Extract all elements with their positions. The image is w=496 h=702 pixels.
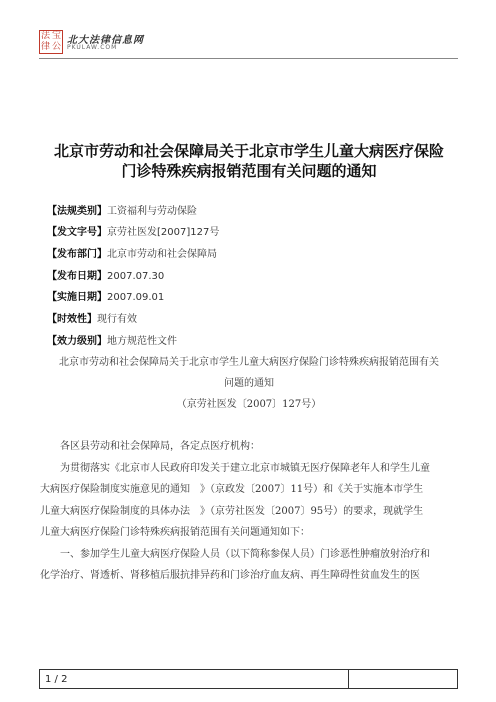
document-title <box>40 141 458 181</box>
meta-validity <box>47 313 137 327</box>
page-footer <box>39 669 458 689</box>
meta-value: 工资福利与劳动保险 <box>107 206 197 217</box>
meta-doc-number <box>47 226 219 240</box>
meta-value: 2007.07.30 <box>107 271 165 282</box>
meta-issuer <box>47 248 217 262</box>
body-line: 化学治疗、肾透析、肾移植后服抗排异药和门诊治疗血友病、再生障碍性贫血发生的医 <box>40 570 420 581</box>
pkulaw-logo <box>39 30 63 54</box>
doc-title-line: 北京市劳动和社会保障局关于北京市学生儿童大病医疗保险门诊特殊疾病报销范围有关 <box>59 357 439 368</box>
meta-value: 北京市劳动和社会保障局 <box>107 249 217 260</box>
meta-value: 现行有效 <box>97 314 137 325</box>
logo-char: 律 <box>40 42 50 52</box>
meta-publish-date <box>47 270 164 284</box>
meta-value: 2007.09.01 <box>107 292 165 303</box>
brand-name: 北大法律信息网 <box>67 35 144 46</box>
body-line: 一、参加学生儿童大病医疗保险人员（以下简称参保人员）门诊恶性肿瘤放射治疗和 <box>60 549 430 560</box>
body-line: 大病医疗保险制度实施意见的通知 》（京政发〔2007〕11号）和《关于实施本市学生 <box>40 484 424 495</box>
meta-category <box>47 205 197 219</box>
body-line: 儿童大病医疗保险制度的具体办法 》（京劳社医发〔2007〕95号）的要求，现就学生 <box>40 506 424 517</box>
header-rule <box>39 58 458 59</box>
body-line: 儿童大病医疗保险门诊特殊疾病报销范围有关问题通知如下： <box>40 527 310 538</box>
brand-url: PKULAW.COM <box>67 44 118 51</box>
title-line: 北京市劳动和社会保障局关于北京市学生儿童大病医疗保险 <box>53 142 444 160</box>
title-line: 门诊特殊疾病报销范围有关问题的通知 <box>121 162 377 180</box>
logo-char: 公 <box>51 42 61 52</box>
meta-key: 【发文字号】 <box>47 227 107 238</box>
meta-value: 京劳社医发[2007]127号 <box>107 227 220 238</box>
meta-key: 【发布部门】 <box>47 249 107 260</box>
meta-value: 地方规范性文件 <box>107 336 177 347</box>
footer-divider <box>348 670 349 688</box>
logo-char: 宝 <box>51 31 61 41</box>
meta-key: 【法规类别】 <box>47 206 107 217</box>
meta-effective-date <box>47 291 164 305</box>
salutation: 各区县劳动和社会保障局，各定点医疗机构： <box>60 441 260 452</box>
meta-key: 【实施日期】 <box>47 292 107 303</box>
doc-title-line: 问题的通知 <box>224 378 274 389</box>
meta-key: 【效力级别】 <box>47 336 107 347</box>
meta-key: 【发布日期】 <box>47 271 107 282</box>
meta-level <box>47 335 177 349</box>
site-header <box>39 30 459 58</box>
page-number: 1 / 2 <box>45 674 68 685</box>
doc-number-line: （京劳社医发〔2007〕127号） <box>176 399 322 410</box>
logo-char: 法 <box>40 31 50 41</box>
body-line: 为贯彻落实《北京市人民政府印发关于建立北京市城镇无医疗保障老年人和学生儿童 <box>60 463 430 474</box>
meta-key: 【时效性】 <box>47 314 97 325</box>
